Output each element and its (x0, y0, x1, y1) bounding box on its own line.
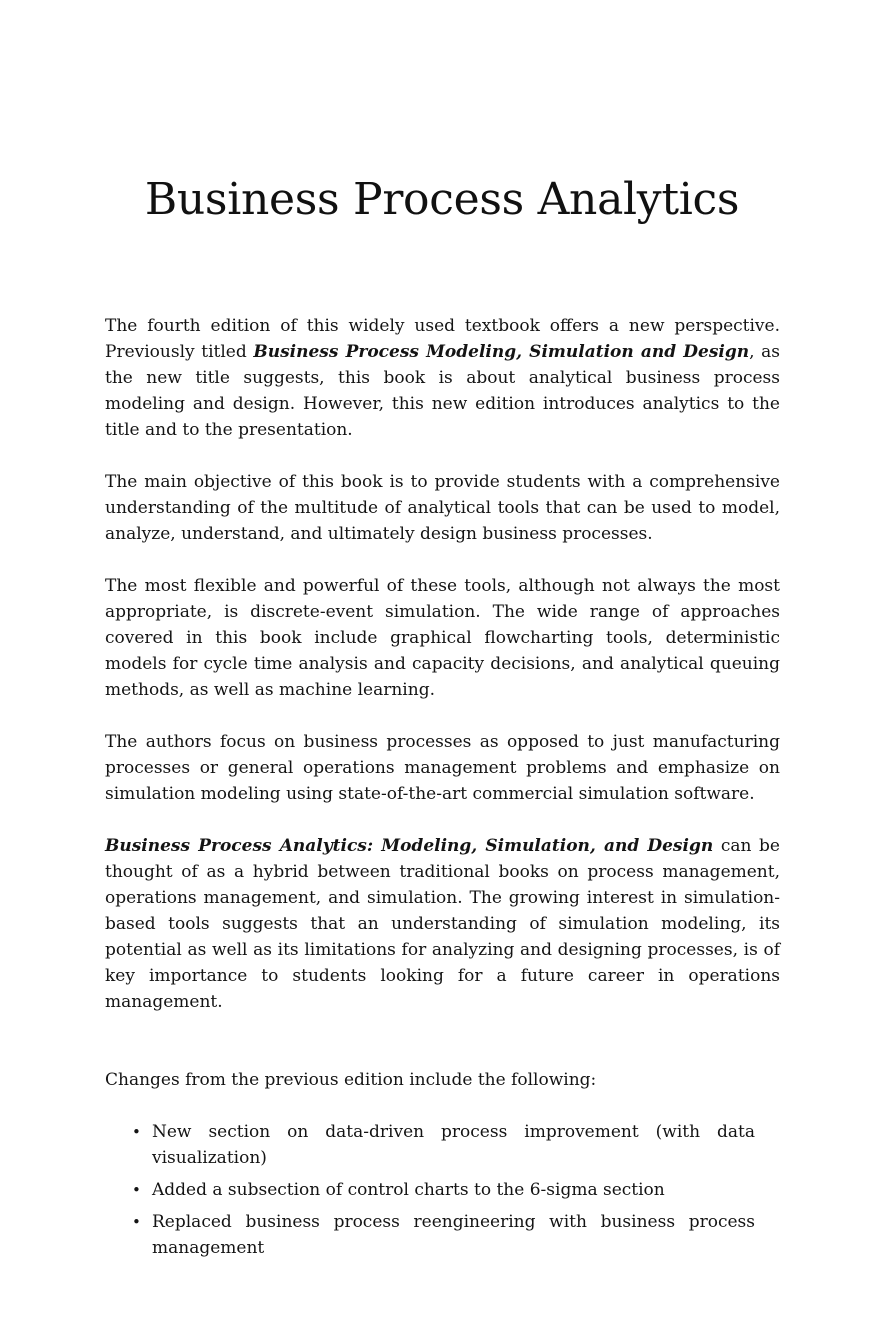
list-item-text: New section on data-driven process improvement (with data visualization) (152, 1122, 755, 1168)
list-item (132, 1119, 755, 1171)
paragraph-4: The authors focus on business processes as opposed to just manufacturing processes or general operations management problems and emphasize on simulation modeling using state-of-the-art commercial simulation software. (105, 732, 780, 804)
bullet-icon: • (132, 1123, 141, 1141)
changes-intro: Changes from the previous edition include the following: (105, 1070, 597, 1090)
book-title-emphasis: Business Process Analytics: Modeling, Simulation, and Design (105, 836, 714, 856)
paragraph-3: The most flexible and powerful of these tools, although not always the most appropriate, is discrete-event simulation. The wide range of approaches covered in this book include graphical flowcharting tools, deterministic models for cycle time analysis and capacity decisions, and analytical queuing methods, as well as machine learning. (105, 576, 780, 700)
paragraph-5-text: can be thought of as a hybrid between traditional books on process management, operations management, and simulation. The growing interest in simulation-based tools suggests that an understanding of simulation modeling, its potential as well as its limitations for analyzing and designing processes, is of key importance to students looking for a future career in operations management. (105, 836, 780, 1012)
previous-title: Business Process Modeling, Simulation and Design (253, 342, 750, 362)
paragraph-1-text-b: , as the new title suggests, this book is about analytical business process modeling and design. However, this new edition introduces analytics to the title and to the presentation. (105, 342, 781, 440)
bullet-icon: • (132, 1213, 141, 1231)
list-item (132, 1209, 755, 1261)
paragraph-2: The main objective of this book is to provide students with a comprehensive understanding of the multitude of analytical tools that can be used to model, analyze, understand, and ultimately design business processes. (105, 472, 780, 544)
list-item-text: Replaced business process reengineering with business process management (152, 1212, 755, 1258)
bullet-icon: • (132, 1181, 141, 1199)
paragraph-1-text-a: The fourth edition of this widely used textbook offers a new perspective. Previously titled (105, 316, 780, 362)
description-body (105, 313, 780, 1267)
page-title: Business Process Analytics (144, 174, 740, 225)
changes-list (105, 1119, 755, 1261)
paragraph-5 (105, 833, 780, 1015)
list-item (132, 1177, 755, 1203)
list-item-text: Added a subsection of control charts to the 6-sigma section (152, 1180, 665, 1200)
paragraph-1 (105, 313, 780, 443)
